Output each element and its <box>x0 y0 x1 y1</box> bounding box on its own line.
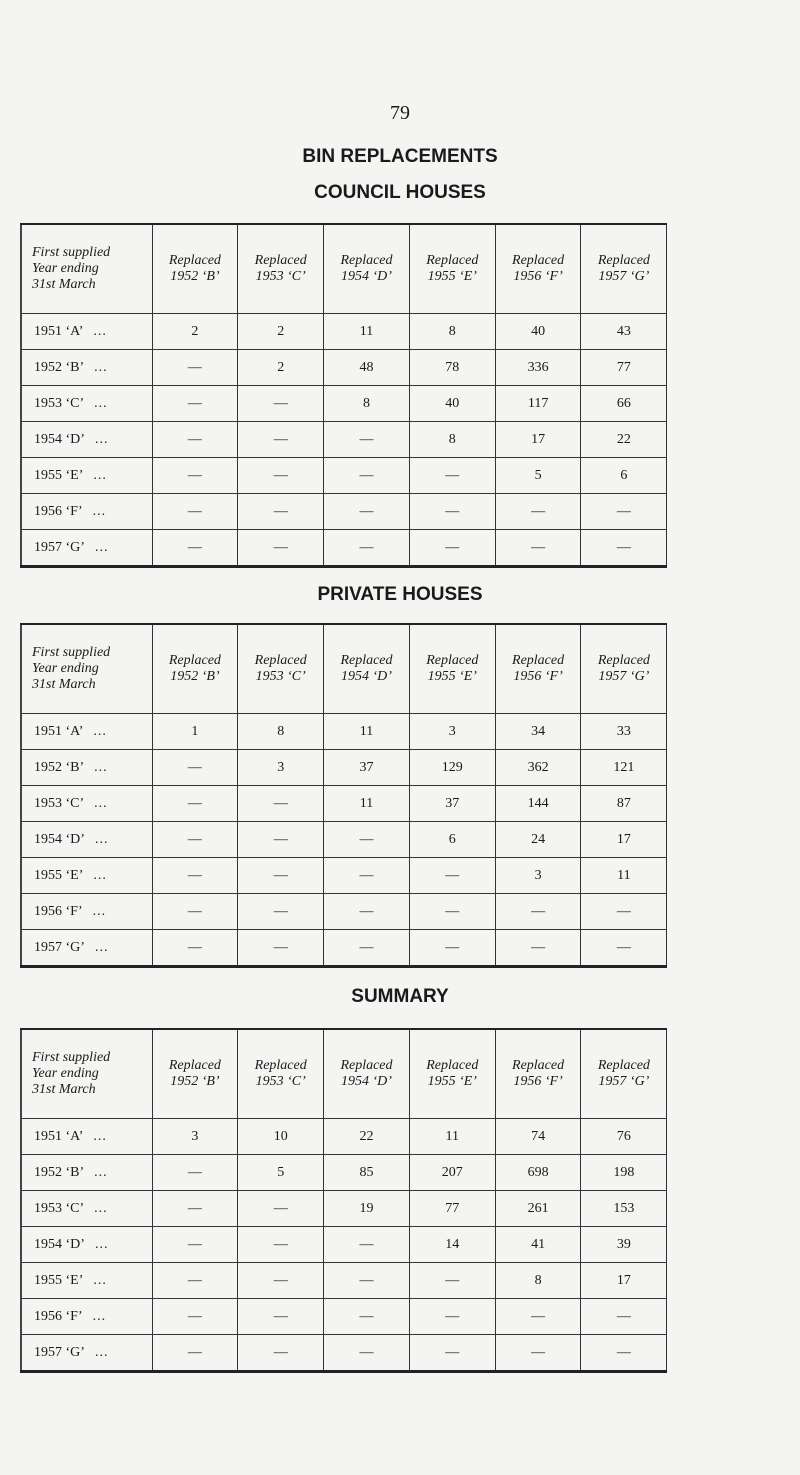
value-cell: 121 <box>581 750 667 786</box>
replaced-year: 1954 ‘D’ <box>341 269 392 284</box>
value-cell: 3 <box>152 1119 238 1155</box>
value-cell: 17 <box>581 822 667 858</box>
value-cell: 8 <box>409 314 495 350</box>
year-label: 1954 ‘D’ <box>34 431 85 447</box>
year-label: 1956 ‘F’ <box>34 903 83 919</box>
replaced-year: 1956 ‘F’ <box>513 269 563 284</box>
replaced-word: Replaced <box>512 253 565 268</box>
value-cell: — <box>238 422 324 458</box>
year-label: 1955 ‘E’ <box>34 867 84 883</box>
year-cell <box>21 314 152 350</box>
first-supplied-header-line: Year ending <box>32 261 99 276</box>
table-row <box>21 422 667 458</box>
table-row <box>21 1119 667 1155</box>
replaced-column-header <box>495 1029 581 1119</box>
value-cell: — <box>324 494 410 530</box>
first-supplied-header-line: Year ending <box>32 1066 99 1081</box>
value-cell: 22 <box>581 422 667 458</box>
value-cell: 336 <box>495 350 581 386</box>
value-cell: 8 <box>409 422 495 458</box>
value-cell: — <box>581 894 667 930</box>
year-cell <box>21 1119 152 1155</box>
value-cell: — <box>152 1263 238 1299</box>
value-cell: 87 <box>581 786 667 822</box>
value-cell: — <box>324 858 410 894</box>
replaced-year: 1952 ‘B’ <box>170 669 220 684</box>
value-cell: 8 <box>495 1263 581 1299</box>
value-cell: — <box>409 530 495 567</box>
header-row <box>21 1029 667 1119</box>
year-label: 1954 ‘D’ <box>34 831 85 847</box>
value-cell: — <box>324 1227 410 1263</box>
replaced-year: 1952 ‘B’ <box>170 1074 220 1089</box>
year-label: 1951 ‘A’ <box>34 723 84 739</box>
value-cell: 22 <box>324 1119 410 1155</box>
year-cell <box>21 1335 152 1372</box>
leader-dots: ... <box>93 1272 107 1288</box>
value-cell: 153 <box>581 1191 667 1227</box>
value-cell: 5 <box>495 458 581 494</box>
value-cell: — <box>152 930 238 967</box>
table-row <box>21 930 667 967</box>
table-row <box>21 1299 667 1335</box>
value-cell: 74 <box>495 1119 581 1155</box>
table-row <box>21 750 667 786</box>
year-label: 1953 ‘C’ <box>34 1200 85 1216</box>
value-cell: — <box>581 494 667 530</box>
table-row <box>21 314 667 350</box>
first-supplied-header-line: 31st March <box>32 677 96 692</box>
table-row <box>21 494 667 530</box>
leader-dots: ... <box>93 1128 107 1144</box>
table-row <box>21 822 667 858</box>
value-cell: 144 <box>495 786 581 822</box>
year-cell <box>21 350 152 386</box>
leader-dots: ... <box>94 759 108 775</box>
year-label: 1951 ‘A’ <box>34 323 84 339</box>
value-cell: — <box>409 458 495 494</box>
value-cell: 3 <box>409 714 495 750</box>
value-cell: — <box>152 750 238 786</box>
first-supplied-header-line: 31st March <box>32 1082 96 1097</box>
replaced-year: 1955 ‘E’ <box>427 669 477 684</box>
summary-table <box>20 1028 667 1373</box>
value-cell: — <box>324 422 410 458</box>
year-cell <box>21 786 152 822</box>
year-label: 1956 ‘F’ <box>34 1308 83 1324</box>
value-cell: — <box>152 494 238 530</box>
leader-dots: ... <box>93 323 107 339</box>
replaced-year: 1953 ‘C’ <box>255 669 306 684</box>
replaced-column-header <box>324 224 410 314</box>
replaced-column-header <box>152 624 238 714</box>
replaced-word: Replaced <box>512 1058 565 1073</box>
first-supplied-header-line: First supplied <box>32 645 111 660</box>
leader-dots: ... <box>94 395 108 411</box>
value-cell: — <box>324 1299 410 1335</box>
value-cell: 24 <box>495 822 581 858</box>
leader-dots: ... <box>94 831 109 847</box>
first-supplied-header <box>21 224 152 314</box>
replaced-column-header <box>238 1029 324 1119</box>
year-cell <box>21 530 152 567</box>
leader-dots: ... <box>94 939 109 955</box>
replaced-year: 1955 ‘E’ <box>427 1074 477 1089</box>
year-label: 1956 ‘F’ <box>34 503 83 519</box>
value-cell: — <box>152 1155 238 1191</box>
table-row <box>21 786 667 822</box>
leader-dots: ... <box>92 903 107 919</box>
value-cell: 198 <box>581 1155 667 1191</box>
header-row <box>21 624 667 714</box>
value-cell: — <box>238 530 324 567</box>
first-supplied-header-line: First supplied <box>32 1050 111 1065</box>
value-cell: — <box>238 930 324 967</box>
table-row <box>21 350 667 386</box>
value-cell: — <box>409 930 495 967</box>
value-cell: — <box>238 858 324 894</box>
value-cell: 261 <box>495 1191 581 1227</box>
year-cell <box>21 714 152 750</box>
value-cell: 11 <box>324 714 410 750</box>
value-cell: — <box>152 858 238 894</box>
value-cell: — <box>495 1335 581 1372</box>
value-cell: — <box>495 530 581 567</box>
leader-dots: ... <box>94 1236 109 1252</box>
year-cell <box>21 894 152 930</box>
replaced-word: Replaced <box>254 1058 307 1073</box>
year-label: 1952 ‘B’ <box>34 1164 85 1180</box>
replaced-word: Replaced <box>597 1058 650 1073</box>
year-cell <box>21 458 152 494</box>
value-cell: 698 <box>495 1155 581 1191</box>
year-label: 1957 ‘G’ <box>34 1344 85 1360</box>
value-cell: — <box>238 1191 324 1227</box>
replaced-year: 1957 ‘G’ <box>598 1074 650 1089</box>
replaced-year: 1956 ‘F’ <box>513 669 563 684</box>
replaced-word: Replaced <box>254 653 307 668</box>
table-row <box>21 714 667 750</box>
value-cell: 37 <box>409 786 495 822</box>
value-cell: — <box>238 822 324 858</box>
private-houses-table <box>20 623 667 968</box>
value-cell: 362 <box>495 750 581 786</box>
year-label: 1953 ‘C’ <box>34 795 85 811</box>
replaced-word: Replaced <box>426 653 479 668</box>
table-row <box>21 458 667 494</box>
value-cell: 40 <box>495 314 581 350</box>
value-cell: — <box>324 1335 410 1372</box>
replaced-word: Replaced <box>426 1058 479 1073</box>
replaced-column-header <box>581 624 667 714</box>
replaced-column-header <box>581 224 667 314</box>
value-cell: — <box>238 894 324 930</box>
year-cell <box>21 858 152 894</box>
section-title-summary: SUMMARY <box>351 986 449 1007</box>
first-supplied-header <box>21 624 152 714</box>
value-cell: 17 <box>581 1263 667 1299</box>
value-cell: — <box>409 1299 495 1335</box>
value-cell: 1 <box>152 714 238 750</box>
first-supplied-header <box>21 1029 152 1119</box>
value-cell: 3 <box>495 858 581 894</box>
value-cell: 6 <box>409 822 495 858</box>
year-cell <box>21 1227 152 1263</box>
value-cell: 129 <box>409 750 495 786</box>
value-cell: — <box>152 894 238 930</box>
leader-dots: ... <box>92 1308 107 1324</box>
year-label: 1957 ‘G’ <box>34 939 85 955</box>
value-cell: 33 <box>581 714 667 750</box>
replaced-column-header <box>238 624 324 714</box>
replaced-word: Replaced <box>512 653 565 668</box>
value-cell: — <box>581 1335 667 1372</box>
replaced-column-header <box>152 1029 238 1119</box>
value-cell: 66 <box>581 386 667 422</box>
value-cell: — <box>238 1227 324 1263</box>
year-label: 1954 ‘D’ <box>34 1236 85 1252</box>
first-supplied-header-line: First supplied <box>32 245 111 260</box>
value-cell: — <box>152 458 238 494</box>
value-cell: — <box>152 822 238 858</box>
value-cell: — <box>152 530 238 567</box>
value-cell: — <box>152 1227 238 1263</box>
value-cell: 8 <box>238 714 324 750</box>
year-label: 1951 ‘A’ <box>34 1128 84 1144</box>
replaced-year: 1954 ‘D’ <box>341 1074 392 1089</box>
value-cell: — <box>238 386 324 422</box>
value-cell: 11 <box>324 786 410 822</box>
value-cell: — <box>409 894 495 930</box>
table-row <box>21 386 667 422</box>
section-title-private: PRIVATE HOUSES <box>317 584 483 605</box>
leader-dots: ... <box>94 1164 108 1180</box>
leader-dots: ... <box>94 359 108 375</box>
page-number: 79 <box>390 102 410 124</box>
replaced-column-header <box>409 1029 495 1119</box>
value-cell: — <box>409 494 495 530</box>
value-cell: — <box>324 822 410 858</box>
replaced-word: Replaced <box>597 653 650 668</box>
year-cell <box>21 422 152 458</box>
value-cell: 2 <box>152 314 238 350</box>
value-cell: 6 <box>581 458 667 494</box>
value-cell: 207 <box>409 1155 495 1191</box>
year-label: 1955 ‘E’ <box>34 1272 84 1288</box>
value-cell: — <box>581 1299 667 1335</box>
table-row <box>21 858 667 894</box>
year-cell <box>21 750 152 786</box>
value-cell: — <box>238 1263 324 1299</box>
value-cell: — <box>152 786 238 822</box>
leader-dots: ... <box>93 867 107 883</box>
replaced-year: 1957 ‘G’ <box>598 269 650 284</box>
table-row <box>21 1263 667 1299</box>
value-cell: 3 <box>238 750 324 786</box>
replaced-column-header <box>324 1029 410 1119</box>
leader-dots: ... <box>92 503 107 519</box>
year-cell <box>21 822 152 858</box>
value-cell: 8 <box>324 386 410 422</box>
replaced-word: Replaced <box>340 1058 393 1073</box>
value-cell: — <box>495 1299 581 1335</box>
replaced-word: Replaced <box>168 1058 221 1073</box>
value-cell: 76 <box>581 1119 667 1155</box>
replaced-column-header <box>152 224 238 314</box>
value-cell: — <box>495 494 581 530</box>
replaced-word: Replaced <box>254 253 307 268</box>
replaced-column-header <box>495 624 581 714</box>
value-cell: — <box>495 894 581 930</box>
year-cell <box>21 494 152 530</box>
value-cell: 5 <box>238 1155 324 1191</box>
value-cell: 40 <box>409 386 495 422</box>
value-cell: 48 <box>324 350 410 386</box>
year-cell <box>21 1263 152 1299</box>
value-cell: 77 <box>581 350 667 386</box>
value-cell: 77 <box>409 1191 495 1227</box>
replaced-column-header <box>581 1029 667 1119</box>
leader-dots: ... <box>93 467 107 483</box>
replaced-column-header <box>238 224 324 314</box>
value-cell: — <box>238 786 324 822</box>
value-cell: — <box>324 458 410 494</box>
value-cell: 85 <box>324 1155 410 1191</box>
replaced-column-header <box>409 624 495 714</box>
value-cell: — <box>324 930 410 967</box>
replaced-column-header <box>324 624 410 714</box>
section-title-council: COUNCIL HOUSES <box>314 182 486 203</box>
replaced-year: 1957 ‘G’ <box>598 669 650 684</box>
table-row <box>21 1335 667 1372</box>
leader-dots: ... <box>94 539 109 555</box>
value-cell: 19 <box>324 1191 410 1227</box>
value-cell: 11 <box>409 1119 495 1155</box>
value-cell: 2 <box>238 314 324 350</box>
table-row <box>21 1155 667 1191</box>
value-cell: 117 <box>495 386 581 422</box>
year-label: 1953 ‘C’ <box>34 395 85 411</box>
value-cell: 37 <box>324 750 410 786</box>
page-title: BIN REPLACEMENTS <box>302 146 498 167</box>
value-cell: — <box>152 1335 238 1372</box>
value-cell: — <box>152 350 238 386</box>
value-cell: 39 <box>581 1227 667 1263</box>
replaced-column-header <box>495 224 581 314</box>
table-row <box>21 894 667 930</box>
table-row <box>21 1227 667 1263</box>
year-label: 1957 ‘G’ <box>34 539 85 555</box>
value-cell: 41 <box>495 1227 581 1263</box>
value-cell: 10 <box>238 1119 324 1155</box>
year-cell <box>21 1155 152 1191</box>
year-cell <box>21 1191 152 1227</box>
year-label: 1955 ‘E’ <box>34 467 84 483</box>
value-cell: — <box>238 494 324 530</box>
first-supplied-header-line: 31st March <box>32 277 96 292</box>
replaced-word: Replaced <box>340 253 393 268</box>
leader-dots: ... <box>94 795 108 811</box>
leader-dots: ... <box>94 1200 108 1216</box>
replaced-year: 1955 ‘E’ <box>427 269 477 284</box>
replaced-year: 1953 ‘C’ <box>255 269 306 284</box>
replaced-year: 1953 ‘C’ <box>255 1074 306 1089</box>
table-row <box>21 1191 667 1227</box>
value-cell: 11 <box>581 858 667 894</box>
value-cell: — <box>324 1263 410 1299</box>
value-cell: — <box>152 422 238 458</box>
value-cell: 2 <box>238 350 324 386</box>
value-cell: — <box>581 530 667 567</box>
replaced-year: 1954 ‘D’ <box>341 669 392 684</box>
value-cell: 11 <box>324 314 410 350</box>
leader-dots: ... <box>94 431 109 447</box>
value-cell: — <box>324 894 410 930</box>
value-cell: — <box>409 858 495 894</box>
year-label: 1952 ‘B’ <box>34 759 85 775</box>
value-cell: — <box>581 930 667 967</box>
replaced-column-header <box>409 224 495 314</box>
value-cell: 78 <box>409 350 495 386</box>
value-cell: — <box>238 1299 324 1335</box>
value-cell: — <box>324 530 410 567</box>
value-cell: 43 <box>581 314 667 350</box>
table-row <box>21 530 667 567</box>
value-cell: — <box>409 1335 495 1372</box>
leader-dots: ... <box>93 723 107 739</box>
value-cell: — <box>152 1299 238 1335</box>
year-cell <box>21 1299 152 1335</box>
value-cell: — <box>495 930 581 967</box>
header-row <box>21 224 667 314</box>
replaced-word: Replaced <box>426 253 479 268</box>
value-cell: 34 <box>495 714 581 750</box>
year-cell <box>21 386 152 422</box>
value-cell: — <box>238 458 324 494</box>
replaced-word: Replaced <box>168 253 221 268</box>
replaced-year: 1956 ‘F’ <box>513 1074 563 1089</box>
first-supplied-header-line: Year ending <box>32 661 99 676</box>
value-cell: — <box>409 1263 495 1299</box>
value-cell: — <box>152 386 238 422</box>
year-cell <box>21 930 152 967</box>
replaced-word: Replaced <box>340 653 393 668</box>
value-cell: 17 <box>495 422 581 458</box>
replaced-word: Replaced <box>597 253 650 268</box>
year-label: 1952 ‘B’ <box>34 359 85 375</box>
value-cell: 14 <box>409 1227 495 1263</box>
council-houses-table <box>20 223 667 568</box>
leader-dots: ... <box>94 1344 109 1360</box>
replaced-word: Replaced <box>168 653 221 668</box>
value-cell: — <box>238 1335 324 1372</box>
value-cell: — <box>152 1191 238 1227</box>
replaced-year: 1952 ‘B’ <box>170 269 220 284</box>
